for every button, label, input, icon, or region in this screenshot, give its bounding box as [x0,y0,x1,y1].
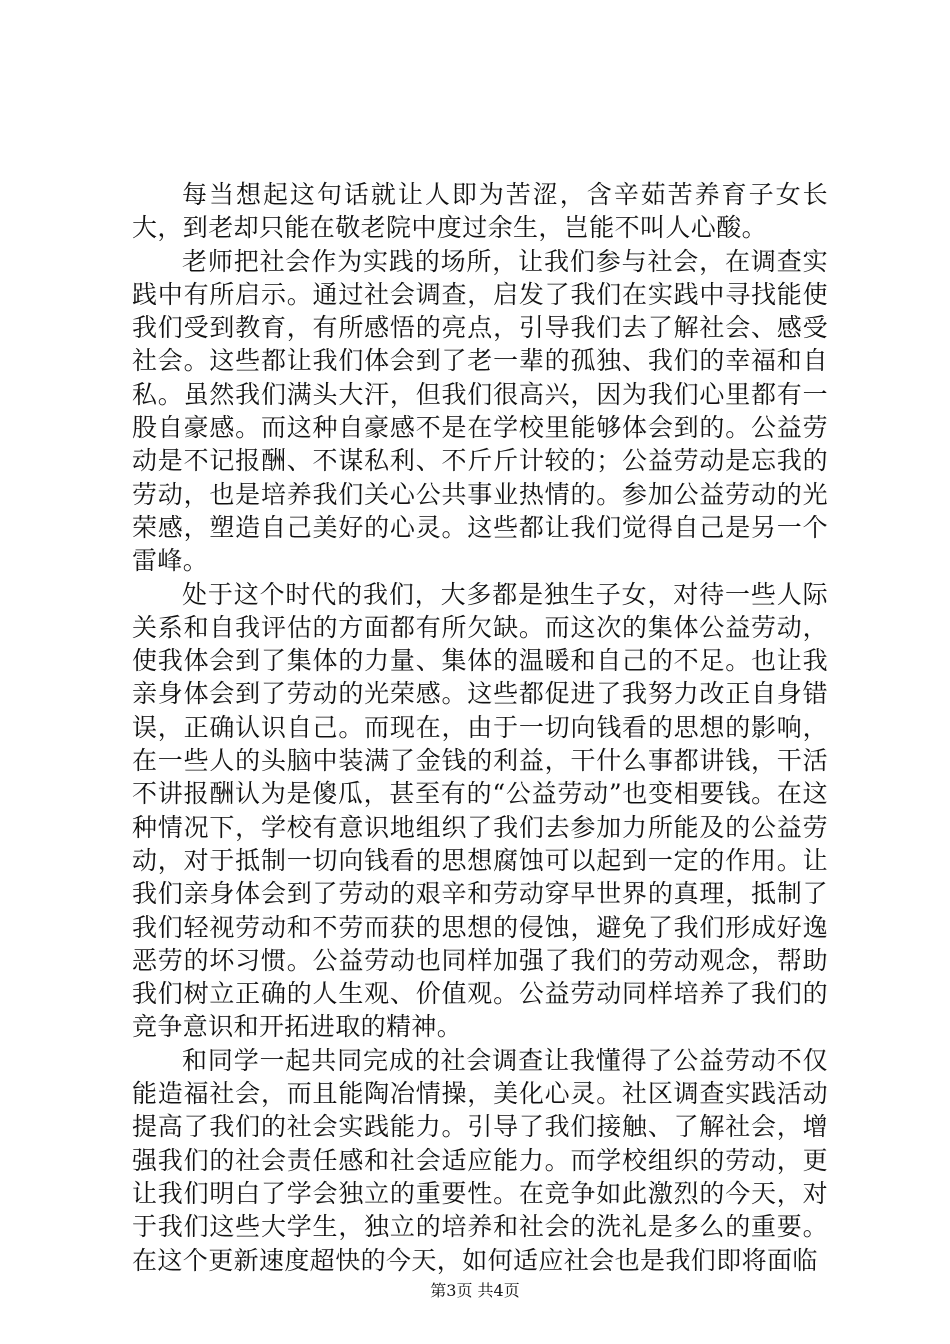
body-text [132,178,828,1277]
paragraph-2: 老师把社会作为实践的场所，让我们参与社会，在调查实践中有所启示。通过社会调查，启发了我们在实践中寻找能使我们受到教育，有所感悟的亮点，引导我们去了解社会、感受社会。这些都让我们体会到了老一辈的孤独、我们的幸福和自私。虽然我们满头大汗，但我们很高兴，因为我们心里都有一股自豪感。而这种自豪感不是在学校里能够体会到的。公益劳动是不记报酬、不谋私利、不斤斤计较的；公益劳动是忘我的劳动，也是培养我们关心公共事业热情的。参加公益劳动的光荣感，塑造自己美好的心灵。这些都让我们觉得自己是另一个雷峰。 [132,246,828,576]
page-footer: 第3页 共4页 [430,1281,520,1300]
paragraph-1: 每当想起这句话就让人即为苦涩，含辛茹苦养育子女长大，到老却只能在敬老院中度过余生，岂能不叫人心酸。 [132,180,828,243]
paragraph-4: 和同学一起共同完成的社会调查让我懂得了公益劳动不仅能造福社会，而且能陶冶情操，美化心灵。社区调查实践活动提高了我们的社会实践能力。引导了我们接触、了解社会，增强我们的社会责任感和社会适应能力。而学校组织的劳动，更让我们明白了学会独立的重要性。在竞争如此激烈的今天，对于我们这些大学生，独立的培养和社会的洗礼是多么的重要。在这个更新速度超快的今天，如何适应社会也是我们即将面临 [132,1045,828,1275]
paragraph-3: 处于这个时代的我们，大多都是独生子女，对待一些人际关系和自我评估的方面都有所欠缺。而这次的集体公益劳动，使我体会到了集体的力量、集体的温暖和自己的不足。也让我亲身体会到了劳动的光荣感。这些都促进了我努力改正自身错误，正确认识自己。而现在，由于一切向钱看的思想的影响，在一些人的头脑中装满了金钱的利益，干什么事都讲钱，干活不讲报酬认为是傻瓜，甚至有的“公益劳动”也变相要钱。在这种情况下，学校有意识地组织了我们去参加力所能及的公益劳动，对于抵制一切向钱看的思想腐蚀可以起到一定的作用。让我们亲身体会到了劳动的艰辛和劳动穿早世界的真理，抵制了我们轻视劳动和不劳而获的思想的侵蚀，避免了我们形成好逸恶劳的坏习惯。公益劳动也同样加强了我们的劳动观念，帮助我们树立正确的人生观、价值观。公益劳动同样培养了我们的竞争意识和开拓进取的精神。 [132,579,828,1042]
